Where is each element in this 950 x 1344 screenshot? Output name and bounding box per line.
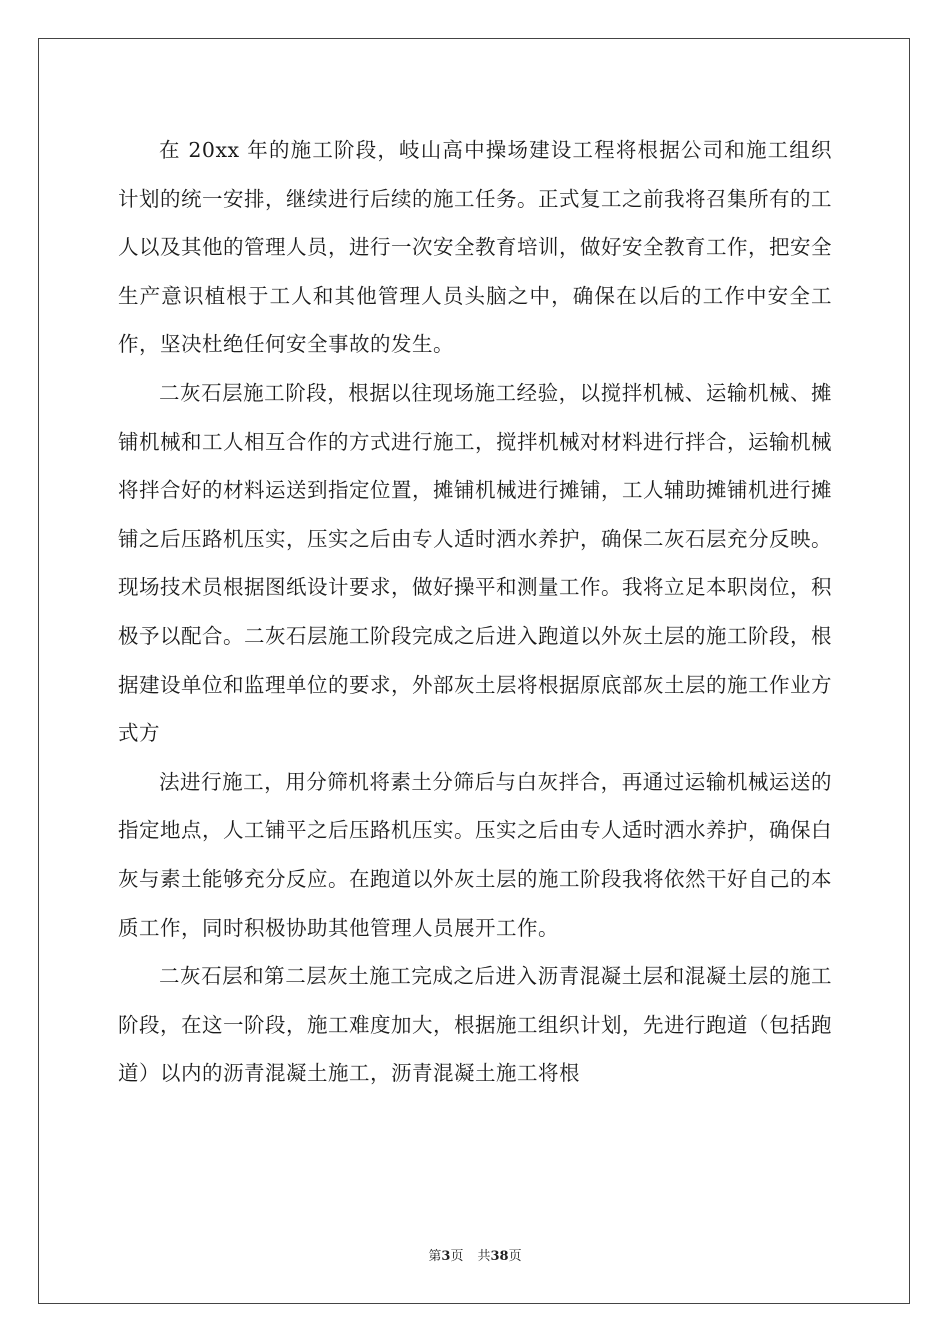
total-prefix: 共: [477, 1249, 491, 1264]
page-footer: [0, 1245, 950, 1264]
total-pages: 38: [490, 1249, 509, 1264]
page-number: 3: [441, 1249, 451, 1264]
page-suffix: 页: [450, 1249, 464, 1264]
document-body: [118, 126, 832, 1098]
total-suffix: 页: [508, 1249, 522, 1264]
paragraph-4: 二灰石层和第二层灰土施工完成之后进入沥青混凝土层和混凝土层的施工阶段，在这一阶段，施工难度加大，根据施工组织计划，先进行跑道（包括跑道）以内的沥青混凝土施工，沥青混凝土施工将根: [118, 964, 832, 1086]
page-prefix: 第: [428, 1249, 442, 1264]
paragraph-2: 二灰石层施工阶段，根据以往现场施工经验，以搅拌机械、运输机械、摊铺机械和工人相互合作的方式进行施工，搅拌机械对材料进行拌合，运输机械将拌合好的材料运送到指定位置，摊铺机械进行摊铺，工人辅助摊铺机进行摊铺之后压路机压实，压实之后由专人适时洒水养护，确保二灰石层充分反映。现场技术员根据图纸设计要求，做好操平和测量工作。我将立足本职岗位，积极予以配合。二灰石层施工阶段完成之后进入跑道以外灰土层的施工阶段，根据建设单位和监理单位的要求，外部灰土层将根据原底部灰土层的施工作业方式方: [118, 380, 832, 746]
paragraph-1: 在 20xx 年的施工阶段，岐山高中操场建设工程将根据公司和施工组织计划的统一安排，继续进行后续的施工任务。正式复工之前我将召集所有的工人以及其他的管理人员，进行一次安全教育培训，做好安全教育工作，把安全生产意识植根于工人和其他管理人员头脑之中，确保在以后的工作中安全工作，坚决杜绝任何安全事故的发生。: [118, 138, 832, 357]
paragraph-3: 法进行施工，用分筛机将素土分筛后与白灰拌合，再通过运输机械运送的指定地点，人工铺平之后压路机压实。压实之后由专人适时洒水养护，确保白灰与素土能够充分反应。在跑道以外灰土层的施工阶段我将依然干好自己的本质工作，同时积极协助其他管理人员展开工作。: [118, 769, 832, 940]
